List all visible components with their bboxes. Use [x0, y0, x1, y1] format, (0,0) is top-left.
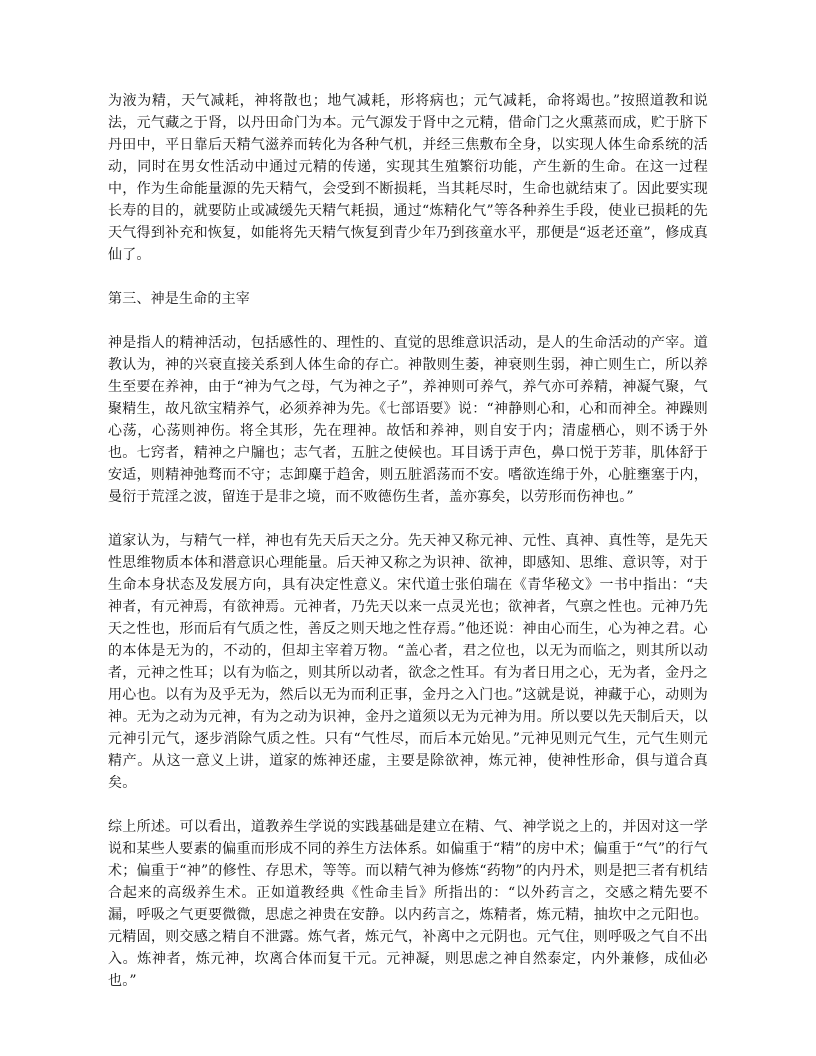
paragraph-shen-definition: 神是指人的精神活动，包括感性的、理性的、直觉的思维意识活动，是人的生命活动的产宰。道教认为，神的兴衰直接关系到人体生命的存亡。神散则生萎，神衰则生弱，神亡则生亡，所以养生至要在养神，由于“神为气之母，气为神之子”，养神则可养气，养气亦可养精，神凝气聚，气聚精生，故凡欲宝精养气，必须养神为先。《七部语要》说：“神静则心和，心和而神全。神躁则心荡，心荡则神伤。将全其形，先在理神。故恬和养神，则自安于内；清虚栖心，则不诱于外也。七窍者，精神之户牖也；志气者，五脏之使候也。耳目诱于声色，鼻口悦于芳菲，肌体舒于安适，则精神弛骛而不守；志卸麋于趋舍，则五脏滔荡而不安。嗜欲连绵于外，心脏壅塞于内，曼衍于荒淫之波，留连于是非之境，而不败德伤生者，盖亦寡矣，以劳形而伤神也。”	[108, 335, 708, 505]
paragraph-xiantian-shen: 道家认为，与精气一样，神也有先天后天之分。先天神又称元神、元性、真神、真性等，是先天性思维物质本体和潜意识心理能量。后天神又称之为识神、欲神，即感知、思维、意识等，对于生命本身状态及发展方向，具有决定性意义。宋代道士张伯瑞在《青华秘文》一书中指出：“夫神者，有元神焉，有欲神焉。元神者，乃先天以来一点灵光也；欲神者，气禀之性也。元神乃先天之性也，形而后有气质之性，善反之则天地之性存焉。”他还说：神由心而生，心为神之君。心的本体是无为的，不动的，但却主宰着万物。“盖心者，君之位也，以无为而临之，则其所以动者，元神之性耳；以有为临之，则其所以动者，欲念之性耳。有为者日用之心，无为者，金丹之用心也。以有为及乎无为，然后以无为而利正事，金丹之入门也。”这就是说，神藏于心，动则为神。无为之动为元神，有为之动为识神，金丹之道须以无为元神为用。所以要以先天制后天，以元神引元气，逐步消除气质之性。只有“气性尽，而后本元始见。”元神见则元气生，元气生则元精产。从这一意义上讲，道家的炼神还虚，主要是除欲神，炼元神，使神性形命，俱与道合真矣。	[108, 533, 708, 791]
paragraph-summary: 综上所述。可以看出，道教养生学说的实践基础是建立在精、气、神学说之上的，并因对这一学说和某些人要素的偏重而形成不同的养生方法体系。如偏重于“精”的房中术；偏重于“气”的行气术；偏重于“神”的修性、存思术，等等。而以精气神为修炼“药物”的内丹术，则是把三者有机结合起来的高级养生术。正如道教经典《性命圭旨》所指出的：“以外药言之，交感之精先要不漏，呼吸之气更要微微，思虑之神贵在安静。以内药言之，炼精者，炼元精，抽坎中之元阳也。元精固，则交感之精自不泄露。炼气者，炼元气，补离中之元阴也。元气住，则呼吸之气自不出入。炼神者，炼元神，坎离合体而复干元。元神凝，则思虑之神自然泰定，内外兼修，成仙必也。”	[108, 819, 708, 989]
section-heading-shen: 第三、神是生命的主宰	[108, 291, 250, 307]
paragraph-yuanqi: 为液为精，天气减耗，神将散也；地气减耗，形将病也；元气减耗，命将竭也。”按照道教和说法，元气藏之于肾，以丹田命门为本。元气源发于肾中之元精，借命门之火熏蒸而成，贮于脐下丹田中，平日靠后天精气滋养而转化为各种气机，并经三焦敷布全身，以实现人体生命系统的活动，同时在男女性活动中通过元精的传递，实现其生殖繁衍功能，产生新的生命。在这一过程中，作为生命能量源的先天精气，会受到不断损耗，当其耗尽时，生命也就结束了。因此要实现长寿的目的，就要防止或减缓先天精气耗损，通过“炼精化气”等各种养生手段，使业已损耗的先天气得到补充和恢复，如能将先天精气恢复到青少年乃到孩童水平，那便是“返老还童”，修成真仙了。	[108, 93, 708, 263]
document-page	[108, 90, 708, 1014]
